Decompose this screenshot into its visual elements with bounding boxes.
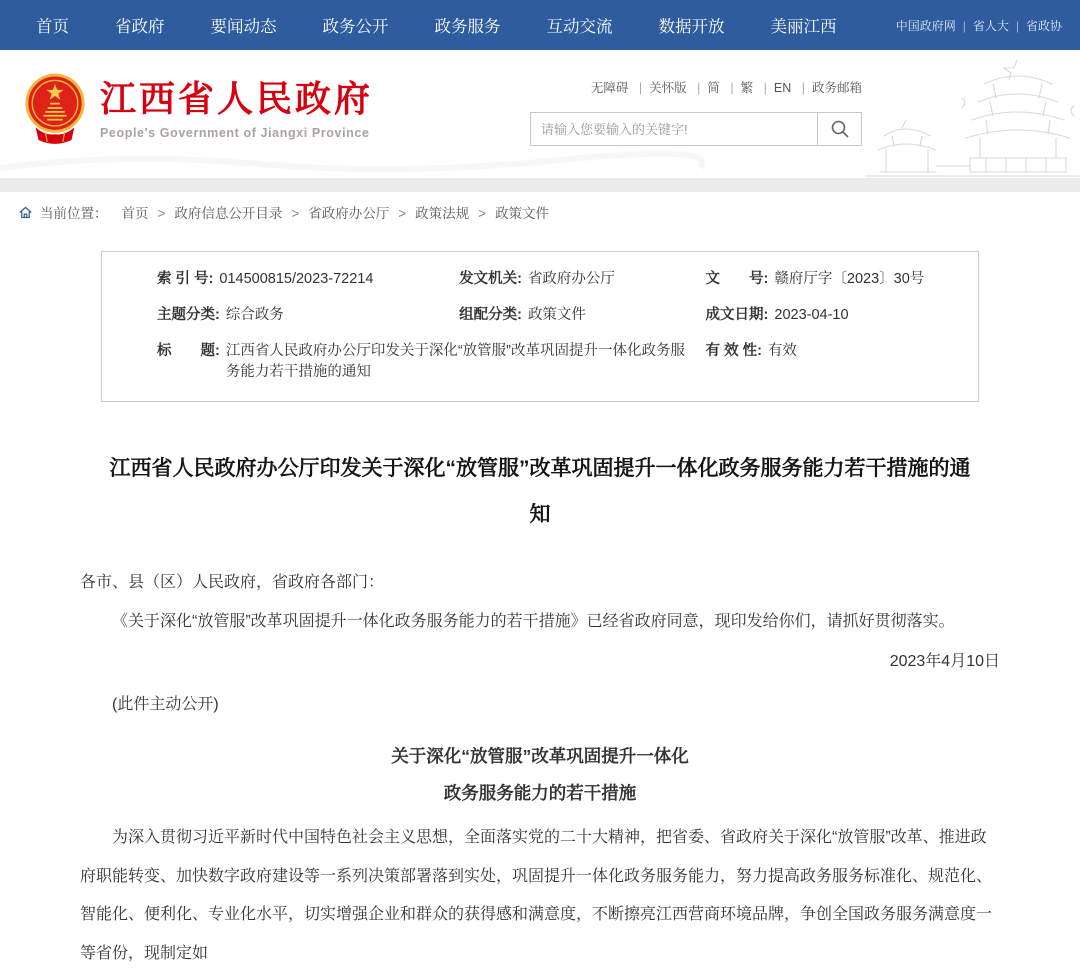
pavilion-sketch-image — [866, 54, 1080, 180]
meta-validity-label: 有 效 性: — [705, 342, 762, 359]
link-simplified-chinese[interactable]: | 简 — [690, 81, 720, 95]
nav-item-home[interactable]: 首页 — [36, 18, 69, 36]
site-subtitle: People's Government of Jiangxi Province — [100, 126, 370, 141]
nav-item-provincial-government[interactable]: 省政府 — [115, 18, 165, 36]
meta-topic-value: 综合政务 — [225, 306, 284, 323]
meta-agency — [459, 269, 705, 291]
utility-links — [530, 78, 862, 96]
meta-agency-value: 省政府办公厅 — [527, 271, 615, 287]
document-page — [0, 251, 1080, 973]
search-input[interactable] — [531, 113, 817, 145]
meta-title-value: 江西省人民政府办公厅印发关于深化“放管服”改革巩固提升一体化政务服务能力若干措施的通知 — [225, 342, 685, 381]
breadcrumb-label: 当前位置： — [40, 206, 108, 221]
nav-item-open-data[interactable]: 数据开放 — [658, 18, 725, 36]
link-china-gov-web[interactable]: 中国政府网 — [895, 18, 956, 33]
link-english[interactable]: | EN — [757, 81, 792, 95]
link-provincial-peoples-congress[interactable]: | 省人大 — [956, 17, 1009, 34]
breadcrumb-policies-regulations[interactable]: > 政策法规 — [389, 202, 469, 222]
document-subtitle-line-1: 关于深化“放管服”改革巩固提升一体化 — [391, 745, 689, 766]
search-icon — [830, 119, 850, 139]
top-navigation — [0, 0, 1080, 50]
nav-item-government-disclosure[interactable]: 政务公开 — [322, 18, 389, 36]
site-title-block — [100, 78, 373, 140]
meta-row-2 — [102, 298, 978, 334]
nav-item-beautiful-jiangxi[interactable]: 美丽江西 — [770, 18, 837, 36]
breadcrumb-info-disclosure-catalog[interactable]: > 政府信息公开目录 — [149, 202, 283, 222]
meta-group — [459, 305, 705, 327]
meta-index-label: 索 引 号: — [157, 271, 214, 287]
external-gov-links — [896, 17, 1062, 34]
link-gov-mailbox[interactable]: | 政务邮箱 — [795, 81, 862, 95]
meta-index — [157, 269, 459, 291]
meta-group-value: 政策文件 — [527, 306, 586, 323]
primary-nav — [14, 13, 869, 37]
meta-date-label: 成文日期: — [705, 306, 769, 323]
national-emblem-icon — [24, 72, 86, 146]
breadcrumb-general-office[interactable]: > 省政府办公厅 — [282, 202, 389, 222]
meta-validity-value: 有效 — [767, 342, 797, 359]
meta-title — [157, 341, 706, 385]
meta-doc-number-value: 赣府厅字〔2023〕30号 — [774, 271, 925, 287]
breadcrumb-home[interactable]: 首页 — [121, 206, 149, 221]
meta-row-1 — [102, 262, 978, 298]
link-accessibility[interactable]: 无障碍 — [590, 81, 629, 95]
document-meta-table — [101, 251, 979, 402]
meta-doc-number — [706, 269, 952, 291]
site-header — [0, 50, 1080, 178]
meta-validity — [706, 341, 952, 385]
meta-doc-number-label: 文 号: — [705, 271, 769, 287]
document-disclosure-note: (此件主动公开) — [112, 695, 219, 713]
nav-item-news[interactable]: 要闻动态 — [210, 18, 277, 36]
document-body — [80, 564, 1000, 973]
link-traditional-chinese[interactable]: | 繁 — [723, 81, 753, 95]
search-button[interactable] — [817, 113, 861, 145]
meta-group-label: 组配分类: — [459, 306, 522, 323]
nav-item-interaction[interactable]: 互动交流 — [546, 18, 613, 36]
document-title: 江西省人民政府办公厅印发关于深化“放管服”改革巩固提升一体化政务服务能力若干措施的通知 — [109, 457, 971, 527]
document-date: 2023年4月10日 — [889, 653, 1000, 671]
document-salutation: 各市、县（区）人民政府，省政府各部门： — [80, 574, 385, 592]
meta-agency-label: 发文机关: — [459, 271, 522, 287]
header-tools — [530, 78, 862, 146]
header-divider-strip — [0, 178, 1080, 192]
breadcrumb-policy-documents[interactable]: > 政策文件 — [469, 202, 549, 222]
document-subtitle-line-2: 政务服务能力的若干措施 — [443, 782, 637, 803]
meta-index-value: 014500815/2023-72214 — [219, 271, 374, 287]
meta-row-3 — [102, 334, 978, 392]
meta-title-label: 标 题: — [157, 342, 220, 359]
document-paragraph-1: 《关于深化“放管服”改革巩固提升一体化政务服务能力的若干措施》已经省政府同意，现印发给你们，请抓好贯彻落实。 — [112, 612, 955, 630]
meta-date-value: 2023-04-10 — [774, 306, 849, 323]
meta-topic-label: 主题分类: — [157, 306, 220, 323]
site-logo[interactable] — [24, 72, 373, 146]
home-icon — [18, 205, 33, 220]
breadcrumb — [0, 192, 1080, 231]
meta-date — [706, 305, 952, 327]
document-paragraph-2: 为深入贯彻习近平新时代中国特色社会主义思想，全面落实党的二十大精神，把省委、省政府关于深化“放管服”改革、推进政府职能转变、加快数字政府建设等一系列决策部署落到实处，巩固提升一体化政务服务能力，努力提高政务服务标准化、规范化、智能化、便利化、专业化水平，切实增强企业和群众的获得感和满意度，不断擦亮江西营商环境品牌，争创全国政务服务满意度一等省份，现制定如 — [80, 829, 993, 962]
nav-item-government-services[interactable]: 政务服务 — [434, 18, 501, 36]
link-provincial-cppcc[interactable]: | 省政协 — [1009, 17, 1062, 34]
meta-topic — [157, 305, 459, 327]
site-title: 江西省人民政府 — [100, 77, 374, 119]
search-box — [530, 112, 862, 146]
link-care-version[interactable]: | 关怀版 — [632, 81, 687, 95]
